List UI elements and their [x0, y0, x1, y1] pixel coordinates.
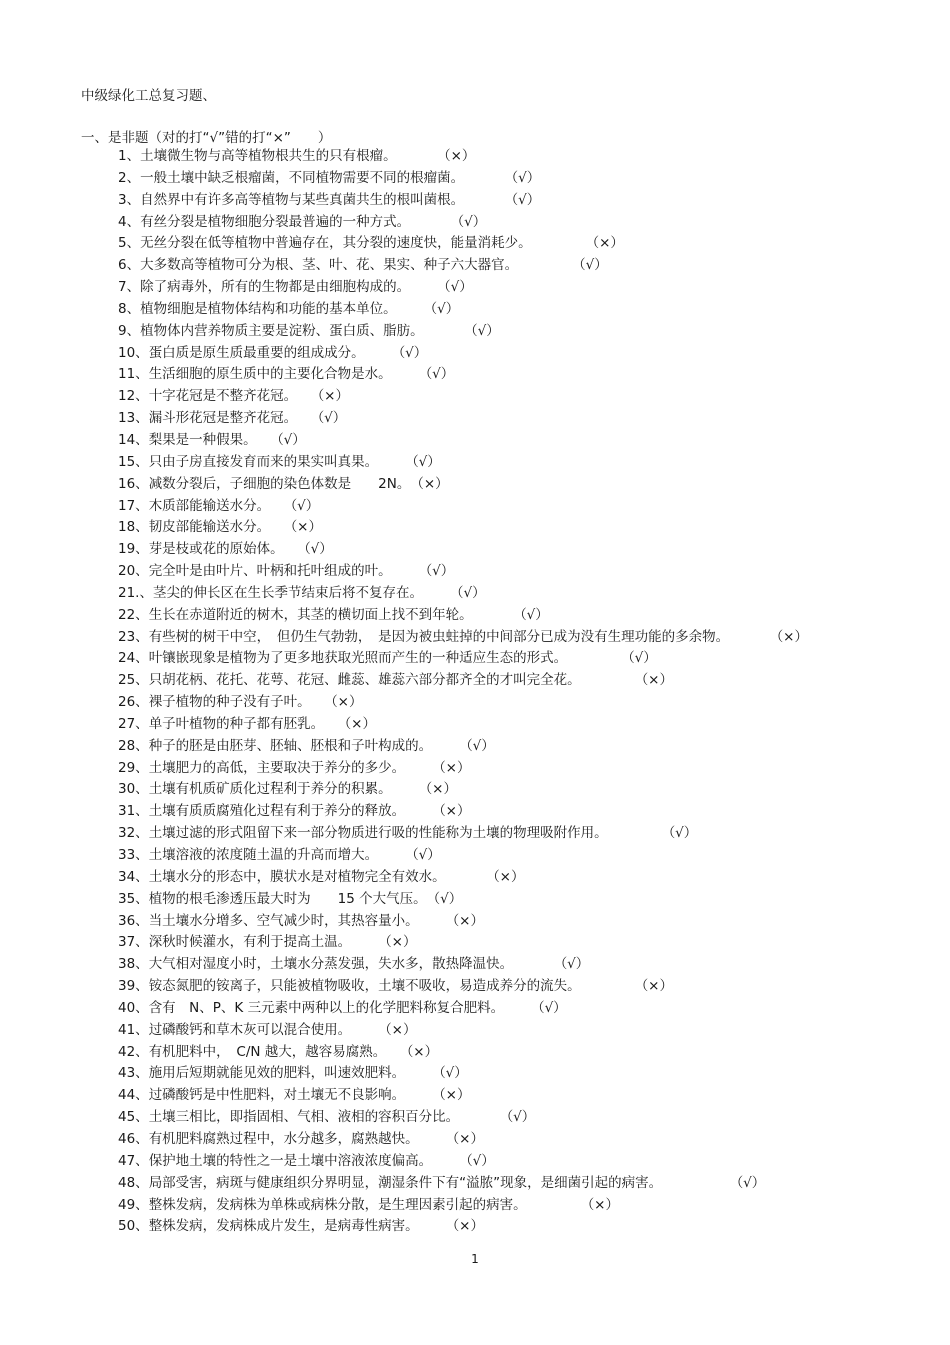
question-text: 土壤有质质腐殖化过程有利于养分的释放。: [148, 803, 406, 820]
question-text: 植物细胞是植物体结构和功能的基本单位。: [140, 300, 397, 317]
question-text: 土壤水分的形态中，膜状水是对植物完全有效水。: [148, 868, 446, 885]
question-row: [118, 321, 938, 343]
question-number: 35、: [118, 890, 149, 907]
question-number: 3、: [118, 191, 141, 208]
question-text: 无丝分裂在低等植物中普遍存在，其分裂的速度快，能量消耗少。: [140, 235, 532, 252]
answer-mark: （√）: [459, 737, 495, 754]
question-number: 23、: [118, 628, 149, 645]
question-text: 有丝分裂是植物细胞分裂最普遍的一种方式。: [140, 213, 411, 230]
question-text: 生活细胞的原生质中的主要化合物是水。: [148, 366, 392, 383]
answer-mark: （√）: [426, 890, 463, 907]
question-row: [118, 758, 938, 780]
question-number: 34、: [118, 868, 149, 885]
question-row: [118, 823, 938, 845]
page-number: 1: [471, 1252, 479, 1266]
question-row: [118, 1063, 938, 1085]
answer-mark: （√）: [297, 541, 333, 558]
question-text: 大气相对湿度小时，土壤水分蒸发强，失水多，散热降温快。: [148, 956, 514, 973]
answer-mark: （×）: [337, 715, 376, 732]
question-text: 生长在赤道附近的树木，其茎的横切面上找不到年轮。: [148, 606, 473, 623]
question-number: 12、: [118, 388, 149, 405]
answer-mark: （√）: [391, 344, 428, 361]
question-text: 漏斗形花冠是整齐花冠。: [148, 410, 298, 427]
question-number: 14、: [118, 431, 149, 448]
question-number: 48、: [118, 1174, 149, 1191]
question-row: [118, 539, 938, 561]
question-row: [118, 233, 938, 255]
answer-mark: （×）: [445, 912, 484, 929]
question-text: 韧皮部能输送水分。: [148, 519, 271, 536]
question-text: 铵态氮肥的铵离子，只能被植物吸收，土壤不吸收，易造成养分的流失。: [148, 978, 581, 995]
question-text: 植物的根毛渗透压最大时为 15 个大气压。: [148, 890, 427, 907]
question-number: 46、: [118, 1130, 149, 1147]
answer-mark: （√）: [661, 825, 698, 842]
question-text: 深秋时候灌水，有利于提高土温。: [148, 934, 352, 951]
question-text: 一般土壤中缺乏根瘤菌，不同植物需要不同的根瘤菌。: [140, 169, 465, 186]
answer-mark: （×）: [585, 235, 624, 252]
document-title: 中级绿化工总复习题、: [81, 88, 216, 104]
answer-mark: （√）: [572, 257, 608, 274]
question-text: 土壤肥力的高低，主要取决于养分的多少。: [148, 759, 406, 776]
answer-mark: （√）: [405, 453, 441, 470]
answer-mark: （√）: [450, 213, 487, 230]
question-number: 22、: [118, 606, 149, 623]
question-row: [118, 692, 938, 714]
question-text: 保护地土壤的特性之一是土壤中溶液浓度偏高。: [148, 1152, 433, 1169]
question-row: [118, 255, 938, 277]
question-row: [118, 474, 938, 496]
question-number: 49、: [118, 1196, 149, 1213]
answer-mark: （√）: [405, 847, 441, 863]
question-number: 26、: [118, 694, 149, 711]
answer-mark: （×）: [634, 978, 673, 995]
question-row: [118, 1151, 938, 1173]
answer-mark: （×）: [445, 1130, 484, 1147]
question-row: [118, 845, 938, 867]
question-number: 15、: [118, 453, 149, 470]
question-text: 整株发病，发病株为单株或病株分散，是生理因素引起的病害。: [148, 1196, 527, 1213]
question-row: [118, 1042, 938, 1064]
question-text: 过磷酸钙是中性肥料，对土壤无不良影响。: [148, 1087, 406, 1104]
question-number: 43、: [118, 1065, 149, 1082]
question-number: 6、: [118, 257, 141, 274]
question-row: [118, 779, 938, 801]
question-number: 8、: [118, 300, 141, 317]
question-text: 只胡花柄、花托、花萼、花冠、雌蕊、雄蕊六部分都齐全的才叫完全花。: [148, 672, 581, 689]
answer-mark: （√）: [432, 1065, 468, 1082]
question-text: 单子叶植物的种子都有胚乳。: [148, 715, 325, 732]
question-number: 31、: [118, 803, 149, 820]
question-row: [118, 1129, 938, 1151]
question-number: 24、: [118, 650, 149, 667]
question-number: 50、: [118, 1218, 149, 1235]
question-row: [118, 1107, 938, 1129]
answer-mark: （×）: [769, 628, 808, 645]
question-number: 32、: [118, 825, 149, 842]
question-text: 土壤过滤的形式阻留下来一部分物质进行吸的性能称为土壤的物理吸附作用。: [148, 825, 608, 842]
question-text: 完全叶是由叶片、叶柄和托叶组成的叶。: [148, 563, 392, 580]
answer-mark: （√）: [531, 999, 567, 1016]
question-number: 1、: [118, 148, 141, 164]
answer-mark: （√）: [418, 563, 455, 580]
question-number: 47、: [118, 1152, 149, 1169]
question-row: [118, 976, 938, 998]
answer-mark: （√）: [423, 300, 460, 317]
question-row: [118, 648, 938, 670]
question-number: 10、: [118, 344, 149, 361]
question-text: 施用后短期就能见效的肥料，叫速效肥料。: [148, 1065, 406, 1082]
question-row: [118, 496, 938, 518]
question-text: 自然界中有许多高等植物与某些真菌共生的根叫菌根。: [140, 191, 465, 208]
question-number: 7、: [118, 279, 141, 296]
question-text: 过磷酸钙和草木灰可以混合使用。: [148, 1021, 352, 1038]
question-number: 39、: [118, 978, 149, 995]
answer-mark: （√）: [418, 366, 455, 383]
question-row: [118, 430, 938, 452]
question-number: 38、: [118, 956, 149, 973]
question-row: [118, 452, 938, 474]
answer-mark: （√）: [729, 1174, 766, 1191]
question-number: 16、: [118, 475, 149, 492]
answer-mark: （×）: [445, 1218, 484, 1235]
question-row: [118, 583, 938, 605]
answer-mark: （×）: [432, 803, 471, 820]
question-row: [118, 343, 938, 365]
answer-mark: （√）: [504, 169, 541, 186]
answer-mark: （√）: [553, 956, 590, 973]
answer-mark: （√）: [459, 1152, 495, 1169]
question-text: 有些树的树干中空， 但仍生气勃勃， 是因为被虫蛀掉的中间部分已成为没有生理功能的多余物。: [148, 628, 730, 645]
question-number: 29、: [118, 759, 149, 776]
question-row: [118, 517, 938, 539]
question-text: 茎尖的伸长区在生长季节结束后将不复存在。: [152, 584, 423, 601]
question-text: 木质部能输送水分。: [148, 497, 271, 514]
question-number: 2、: [118, 169, 141, 186]
answer-mark: （×）: [399, 1043, 439, 1060]
question-number: 21.、: [118, 584, 153, 601]
question-row: [118, 386, 938, 408]
question-number: 11、: [118, 366, 149, 383]
question-row: [118, 954, 938, 976]
question-row: [118, 911, 938, 933]
question-text: 土壤三相比，即指固相、气相、液相的容积百分比。: [148, 1109, 460, 1126]
question-number: 20、: [118, 563, 149, 580]
answer-mark: （√）: [283, 497, 320, 514]
answer-mark: （√）: [499, 1109, 536, 1126]
question-text: 整株发病，发病株成片发生，是病毒性病害。: [148, 1218, 419, 1235]
answer-mark: （×）: [378, 934, 417, 951]
question-text: 土壤有机质矿质化过程利于养分的积累。: [148, 781, 392, 798]
question-number: 40、: [118, 999, 149, 1016]
question-number: 37、: [118, 934, 149, 951]
question-row: [118, 714, 938, 736]
question-text: 只由子房直接发育而来的果实叫真果。: [148, 453, 379, 470]
question-text: 除了病毒外，所有的生物都是由细胞构成的。: [140, 279, 411, 296]
question-text: 芽是枝或花的原始体。: [148, 541, 284, 558]
answer-mark: （×）: [418, 781, 457, 798]
answer-mark: （√）: [310, 410, 347, 427]
question-text: 土壤微生物与高等植物根共生的只有根瘤。: [140, 148, 397, 164]
question-number: 44、: [118, 1087, 149, 1104]
question-text: 叶镶嵌现象是植物为了更多地获取光照而产生的一种适应生态的形式。: [148, 650, 568, 667]
question-row: [118, 605, 938, 627]
question-text: 植物体内营养物质主要是淀粉、蛋白质、脂肪。: [140, 322, 424, 339]
answer-mark: （×）: [432, 759, 471, 776]
question-text: 减数分裂后，子细胞的染色体数是 2N。: [148, 475, 411, 492]
section-heading: 一、是非题（对的打“√”错的打“×” ）: [81, 130, 332, 146]
question-row: [118, 867, 938, 889]
question-text: 裸子植物的种子没有子叶。: [148, 694, 311, 711]
question-text: 含有 N、P、K 三元素中两种以上的化学肥料称复合肥料。: [148, 999, 505, 1016]
question-number: 18、: [118, 519, 149, 536]
question-row: [118, 168, 938, 190]
question-number: 42、: [118, 1043, 149, 1060]
question-row: [118, 1195, 938, 1217]
answer-mark: （×）: [324, 694, 363, 711]
question-row: [118, 408, 938, 430]
answer-mark: （√）: [464, 322, 500, 339]
question-number: 9、: [118, 322, 141, 339]
question-number: 36、: [118, 912, 149, 929]
answer-mark: （×）: [634, 672, 673, 689]
question-number: 45、: [118, 1109, 149, 1126]
question-row: [118, 627, 938, 649]
question-row: [118, 299, 938, 321]
answer-mark: （√）: [621, 650, 657, 667]
question-number: 30、: [118, 781, 149, 798]
question-row: [118, 146, 938, 168]
question-number: 27、: [118, 715, 149, 732]
question-number: 19、: [118, 541, 149, 558]
question-number: 33、: [118, 847, 149, 863]
question-row: [118, 1173, 938, 1195]
question-row: [118, 277, 938, 299]
question-row: [118, 190, 938, 212]
answer-mark: （√）: [513, 606, 549, 623]
question-text: 梨果是一种假果。: [148, 431, 257, 448]
question-row: [118, 1020, 938, 1042]
answer-mark: （×）: [432, 1087, 471, 1104]
answer-mark: （√）: [437, 279, 473, 296]
answer-mark: （×）: [486, 868, 525, 885]
question-text: 有机肥料腐熟过程中，水分越多，腐熟越快。: [148, 1130, 419, 1147]
question-number: 41、: [118, 1021, 149, 1038]
answer-mark: （×）: [310, 388, 349, 405]
question-text: 大多数高等植物可分为根、茎、叶、花、果实、种子六大器官。: [140, 257, 519, 274]
question-text: 有机肥料中， C/N 越大，越容易腐熟。: [148, 1043, 387, 1060]
answer-mark: （×）: [437, 148, 476, 164]
answer-mark: （×）: [580, 1196, 619, 1213]
answer-mark: （×）: [283, 519, 322, 536]
question-number: 17、: [118, 497, 149, 514]
question-number: 25、: [118, 672, 149, 689]
question-text: 种子的胚是由胚芽、胚轴、胚根和子叶构成的。: [148, 737, 433, 754]
question-row: [118, 670, 938, 692]
question-row: [118, 736, 938, 758]
question-row: [118, 1216, 938, 1238]
question-number: 13、: [118, 410, 149, 427]
question-list: [118, 146, 938, 1238]
question-row: [118, 932, 938, 954]
question-number: 5、: [118, 235, 141, 252]
question-row: [118, 801, 938, 823]
question-text: 蛋白质是原生质最重要的组成成分。: [148, 344, 365, 361]
answer-mark: （√）: [270, 431, 306, 448]
question-row: [118, 889, 938, 911]
question-row: [118, 561, 938, 583]
question-row: [118, 364, 938, 386]
question-number: 4、: [118, 213, 141, 230]
question-row: [118, 1085, 938, 1107]
question-number: 28、: [118, 737, 149, 754]
question-row: [118, 212, 938, 234]
answer-mark: （√）: [504, 191, 541, 208]
question-text: 土壤溶液的浓度随土温的升高而增大。: [148, 847, 379, 863]
answer-mark: （×）: [378, 1021, 417, 1038]
answer-mark: （√）: [449, 584, 486, 601]
answer-mark: （×）: [410, 475, 449, 492]
question-text: 十字花冠是不整齐花冠。: [148, 388, 298, 405]
question-row: [118, 998, 938, 1020]
question-text: 局部受害，病斑与健康组织分界明显，潮湿条件下有“溢脓”现象，是细菌引起的病害。: [148, 1174, 663, 1191]
question-text: 当土壤水分增多、空气减少时，其热容量小。: [148, 912, 419, 929]
